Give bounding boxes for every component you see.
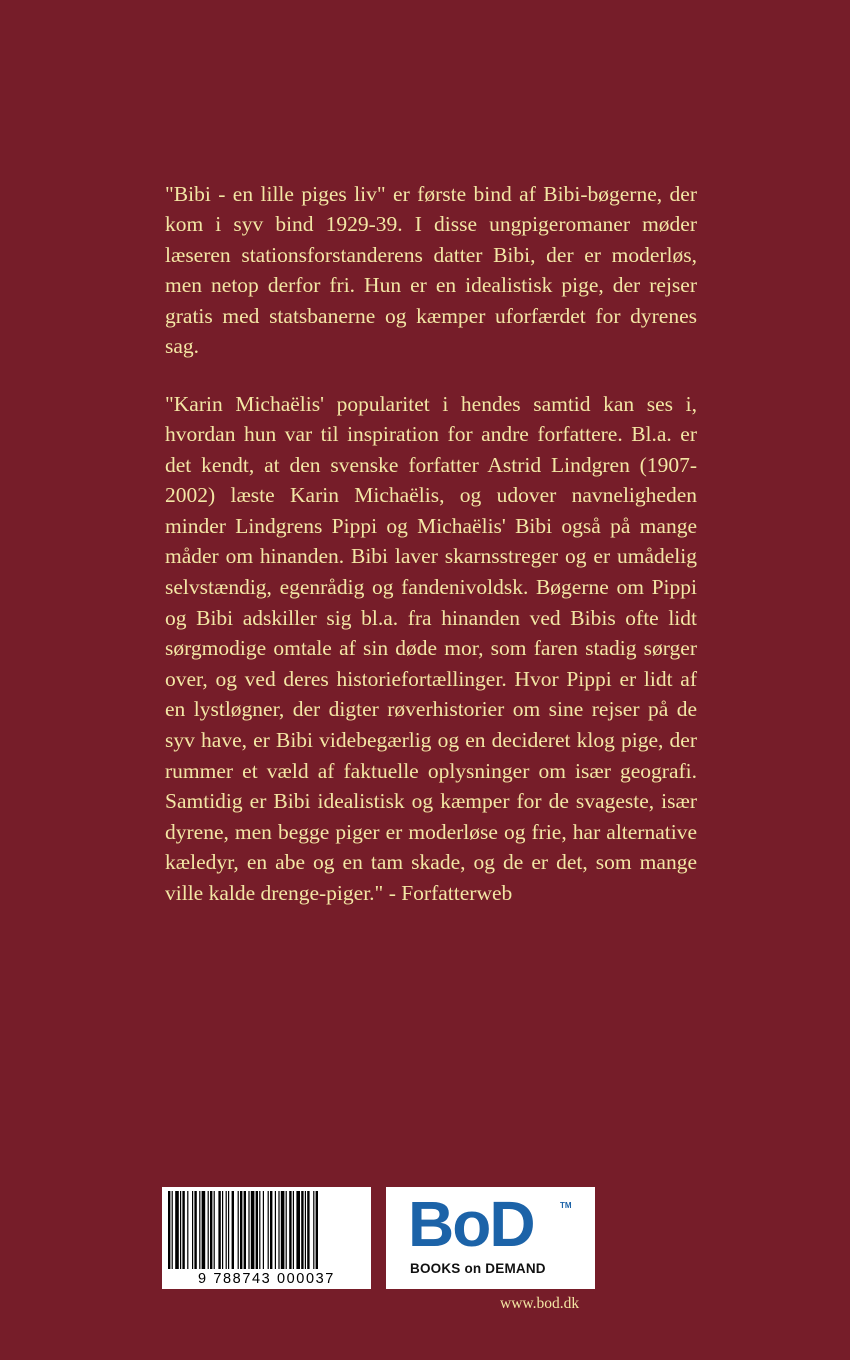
publisher-logo bbox=[386, 1187, 595, 1289]
barcode-bar bbox=[168, 1191, 170, 1269]
barcode-bar bbox=[263, 1191, 264, 1269]
publisher-tagline: BOOKS on DEMAND bbox=[410, 1261, 546, 1276]
barcode-bar bbox=[218, 1191, 220, 1269]
barcode-bar bbox=[192, 1191, 193, 1269]
barcode-bar bbox=[275, 1191, 276, 1269]
barcode-bar bbox=[175, 1191, 179, 1269]
publisher-website: www.bod.dk bbox=[500, 1295, 580, 1312]
barcode-bar bbox=[228, 1191, 229, 1269]
barcode-bar bbox=[232, 1191, 234, 1269]
blurb-paragraph-1: "Bibi - en lille piges liv" er første bind af Bibi-bøgerne, der kom i syv bind 1929-39. I disse ungpigeromaner møder læseren stationsforstanderens datter Bibi, der er moderløs, men netop derfor fri. Hun er en idealistisk pige, der rejser gratis med statsbanerne og kæmper uforfærdet for dyrenes sag. bbox=[165, 181, 697, 359]
barcode-bar bbox=[251, 1191, 255, 1269]
barcode-bar bbox=[286, 1191, 287, 1269]
barcode-bar bbox=[182, 1191, 184, 1269]
barcode-bar bbox=[238, 1191, 239, 1269]
trademark-symbol: TM bbox=[560, 1201, 572, 1210]
barcode-bar bbox=[268, 1191, 269, 1269]
barcode-bar bbox=[248, 1191, 249, 1269]
barcode-bar bbox=[270, 1191, 272, 1269]
barcode-bar bbox=[199, 1191, 200, 1269]
barcode-bar bbox=[222, 1191, 223, 1269]
barcode-bar bbox=[208, 1191, 209, 1269]
barcode-bar bbox=[180, 1191, 181, 1269]
barcode-bar bbox=[187, 1191, 188, 1269]
barcode-bar bbox=[316, 1191, 318, 1269]
barcode-bar bbox=[296, 1191, 300, 1269]
barcode-bar bbox=[259, 1191, 260, 1269]
barcode-bar bbox=[172, 1191, 173, 1269]
barcode-bar bbox=[256, 1191, 258, 1269]
bod-logo-text: BoD bbox=[408, 1188, 534, 1260]
barcode-bar bbox=[226, 1191, 227, 1269]
barcode-bar bbox=[214, 1191, 215, 1269]
barcode-bar bbox=[194, 1191, 196, 1269]
barcode-bars bbox=[168, 1191, 365, 1269]
blurb-paragraph-2: "Karin Michaëlis' popularitet i hendes samtid kan ses i, hvordan hun var til inspiration for andre forfattere. Bl.a. er det kendt, at den svenske forfatter Astrid Lindgren (1907-2002) læste Karin Michaëlis, og udover navneligheden minder Lindgrens Pippi og Michaëlis' Bibi også på mange måder om hinanden. Bibi laver skarnsstreger og er umådelig selvstændig, egenrådig og fandenivoldsk. Bøgerne om Pippi og Bibi adskiller sig bl.a. fra hinanden ved Bibis ofte lidt sørgmodige omtale af sin døde mor, som faren stadig sørger over, og ved deres historiefortællinger. Hvor Pippi er lidt af en lystløgner, der digter røverhistorier om sine rejser på de syv have, er Bibi videbegærlig og en decideret klog pige, der rummer et væld af faktuelle oplysninger om især geografi. Samtidig er Bibi idealistisk og kæmper for de svageste, især dyrene, men begge piger er moderløse og frie, har alternative kæledyr, en abe og en tam skade, og de er det, som mange ville kalde drenge-piger." - Forfatterweb bbox=[165, 391, 697, 905]
barcode-bar bbox=[240, 1191, 242, 1269]
barcode-bar bbox=[278, 1191, 279, 1269]
barcode-bar bbox=[202, 1191, 206, 1269]
barcode-bar bbox=[244, 1191, 246, 1269]
barcode-bar bbox=[313, 1191, 314, 1269]
barcode-bar bbox=[293, 1191, 294, 1269]
barcode-bar bbox=[307, 1191, 309, 1269]
barcode-bar bbox=[305, 1191, 306, 1269]
barcode-bar bbox=[301, 1191, 303, 1269]
barcode-bar bbox=[289, 1191, 291, 1269]
isbn-barcode bbox=[162, 1187, 371, 1289]
barcode-bar bbox=[210, 1191, 212, 1269]
isbn-digits: 9 788743 000037 bbox=[198, 1271, 335, 1287]
barcode-bar bbox=[281, 1191, 285, 1269]
